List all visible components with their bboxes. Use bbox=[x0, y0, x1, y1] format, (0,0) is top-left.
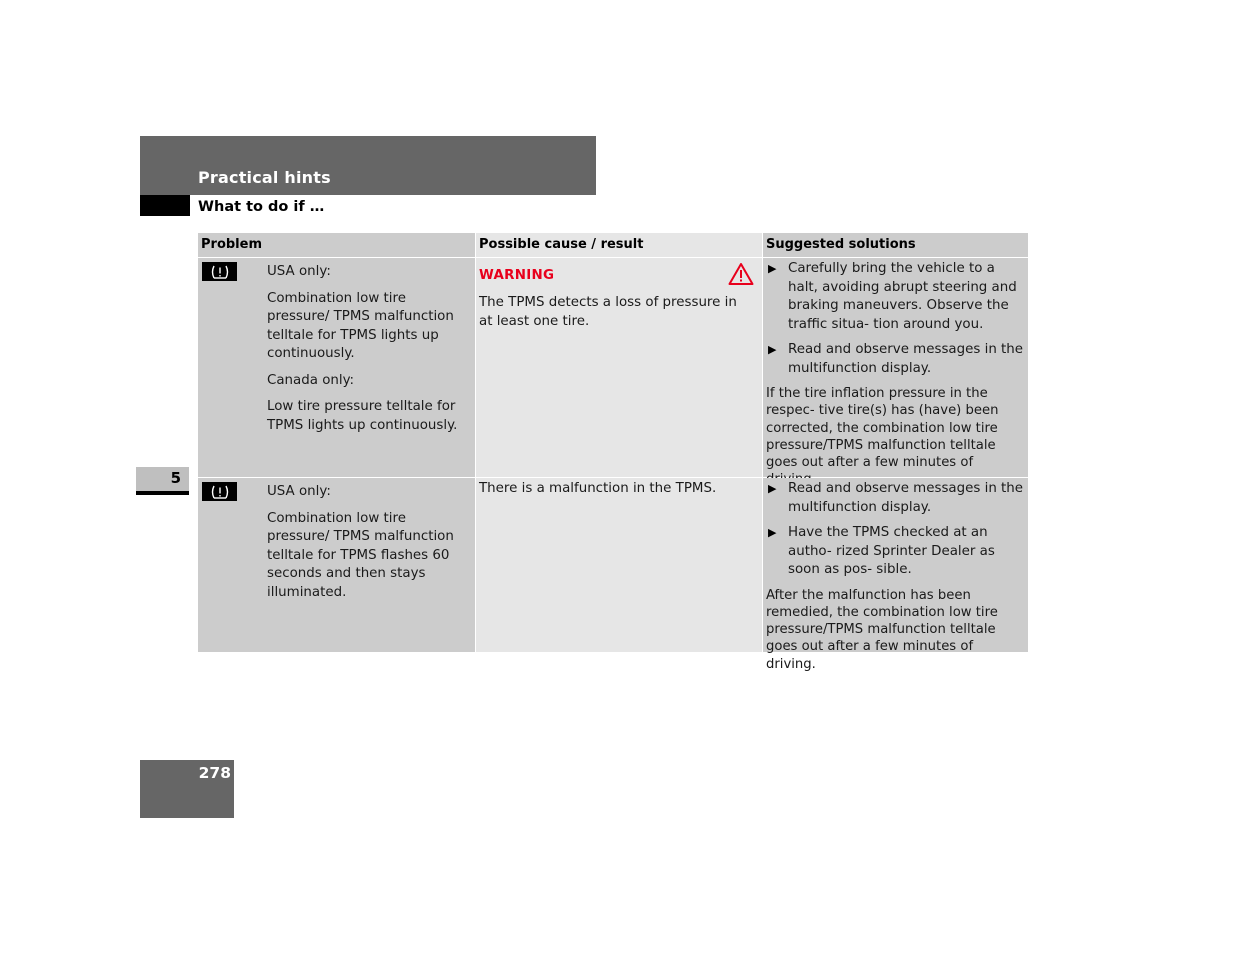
solution-note: After the malfunction has been remedied, the combination low tire pressure/TPMS malfunction telltale goes out after a few minutes of driving. bbox=[766, 587, 998, 672]
cause-cell bbox=[476, 258, 762, 477]
table-header-row bbox=[198, 233, 1028, 257]
header-bar bbox=[140, 136, 596, 195]
table-row bbox=[198, 478, 1028, 672]
solution-item: ▶ Have the TPMS checked at an autho- rized Sprinter Dealer as soon as pos- sible. bbox=[766, 524, 1025, 580]
cause-text: The TPMS detects a loss of pressure in at least one tire. bbox=[479, 295, 737, 329]
problem-cell bbox=[198, 258, 475, 477]
tire-pressure-telltale-icon bbox=[202, 262, 237, 281]
problem-line: Combination low tire pressure/ TPMS malfunction telltale for TPMS lights up continuously. bbox=[267, 290, 454, 361]
subsection-title: What to do if … bbox=[198, 199, 325, 215]
tire-pressure-telltale-icon bbox=[202, 482, 237, 501]
solutions-cell bbox=[763, 258, 1028, 477]
problem-line: Combination low tire pressure/ TPMS malfunction telltale for TPMS flashes 60 seconds and then stays illuminated. bbox=[267, 510, 454, 600]
problem-cell bbox=[198, 478, 475, 652]
solution-list bbox=[766, 260, 1025, 378]
solution-list bbox=[766, 480, 1025, 580]
problem-line: USA only: bbox=[267, 264, 331, 279]
solution-item: ▶ Carefully bring the vehicle to a halt, avoiding abrupt steering and braking maneuvers. Observe the traffic situa- tion around you. bbox=[766, 260, 1025, 334]
chapter-tab bbox=[136, 467, 189, 495]
section-title: Practical hints bbox=[198, 168, 331, 187]
chapter-number: 5 bbox=[170, 469, 181, 487]
column-header-cause: Possible cause / result bbox=[476, 233, 762, 257]
solution-note: If the tire inflation pressure in the respec- tive tire(s) has (have) been corrected, the combination low tire pressure/TPMS malfunction telltale goes out after a few minutes of bbox=[766, 386, 999, 471]
cause-text: There is a malfunction in the TPMS. bbox=[479, 481, 717, 496]
troubleshooting-table bbox=[198, 233, 1028, 672]
column-header-problem: Problem bbox=[198, 233, 475, 257]
problem-line: Canada only: bbox=[267, 372, 355, 388]
solution-item: ▶ Read and observe messages in the multifunction display. bbox=[766, 480, 1025, 517]
warning-triangle-icon bbox=[728, 262, 754, 293]
warning-header bbox=[479, 266, 754, 290]
table-row bbox=[198, 258, 1028, 477]
problem-line: USA only: bbox=[267, 484, 331, 499]
warning-label: WARNING bbox=[479, 268, 555, 283]
problem-text bbox=[267, 263, 467, 443]
page-number-box bbox=[140, 760, 234, 818]
problem-line: Low tire pressure telltale for TPMS lights up continuously. bbox=[267, 399, 458, 433]
problem-text bbox=[267, 483, 467, 610]
subsection-marker bbox=[140, 195, 190, 216]
solutions-cell bbox=[763, 478, 1028, 672]
column-header-solutions: Suggested solutions bbox=[763, 233, 1028, 257]
solution-item: ▶ Read and observe messages in the multifunction display. bbox=[766, 341, 1025, 378]
page-number: 278 bbox=[198, 764, 231, 782]
cause-cell bbox=[476, 478, 762, 652]
